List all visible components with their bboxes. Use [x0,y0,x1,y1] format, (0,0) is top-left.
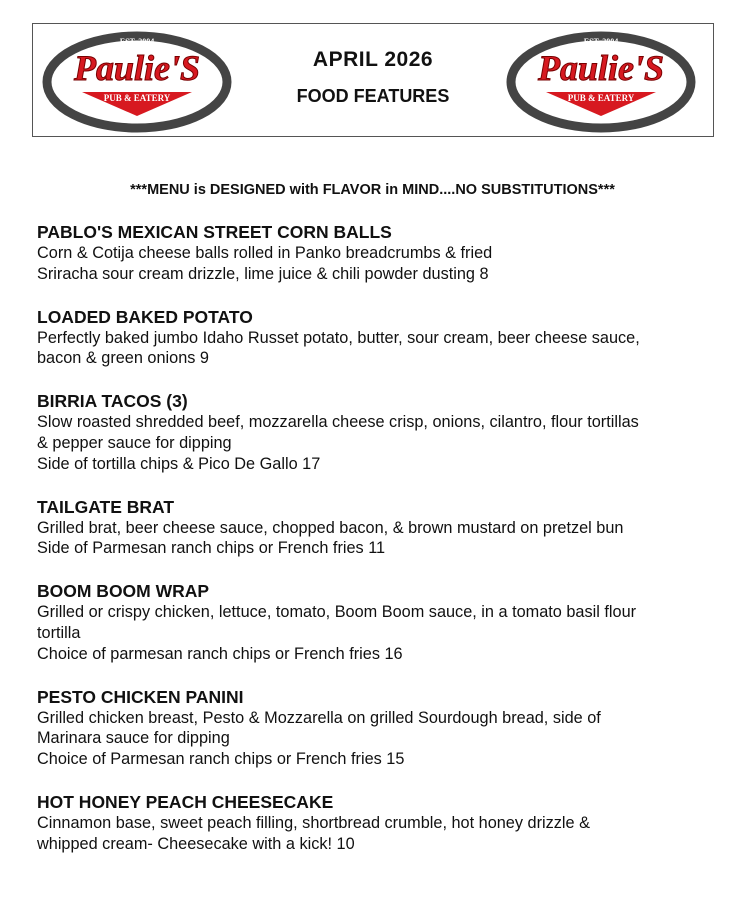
menu-item-description: Side of Parmesan ranch chips or French fries 11 [37,539,386,558]
menu-item-description: Grilled or crispy chicken, lettuce, tomato, Boom Boom sauce, in a tomato basil flour [37,603,637,622]
menu-item [37,391,737,474]
menu-item-description: Choice of Parmesan ranch chips or French fries 15 [37,750,405,769]
menu-item-description: Corn & Cotija cheese balls rolled in Panko breadcrumbs & fried [37,244,493,262]
menu-item-title: PESTO CHICKEN PANINI [37,686,244,707]
menu-item [37,307,737,370]
menu-item-description: Sriracha sour cream drizzle, lime juice & chili powder dusting 8 [37,264,489,283]
menu-item-title: TAILGATE BRAT [37,496,175,517]
menu-item-description: Side of tortilla chips & Pico De Gallo 17 [37,454,321,473]
menu-item-description: tortilla [37,623,81,642]
menu-item-description: Slow roasted shredded beef, mozzarella cheese crisp, onions, cilantro, flour tortillas [37,413,639,432]
menu-item-title: HOT HONEY PEACH CHEESECAKE [37,791,334,812]
no-substitutions-notice: ***MENU is DESIGNED with FLAVOR in MIND....NO SUBSTITUTIONS*** [130,182,615,198]
paulies-logo-right [506,30,696,134]
menu-item [37,687,737,770]
menu-item-title: LOADED BAKED POTATO [37,306,253,327]
svg-text:Paulie'S: Paulie'S [73,48,201,88]
svg-text:PUB & EATERY: PUB & EATERY [103,93,171,103]
menu-items [37,222,737,877]
svg-text:Paulie'S: Paulie'S [537,48,665,88]
paulies-logo-left [42,30,232,134]
svg-text:EST. 2004: EST. 2004 [119,37,155,46]
menu-item-description: Marinara sauce for dipping [37,729,230,748]
menu-item-description: Choice of parmesan ranch chips or French fries 16 [37,644,403,663]
menu-item-title: BOOM BOOM WRAP [37,581,210,602]
menu-item-description: & pepper sauce for dipping [37,433,232,452]
menu-item-description: Perfectly baked jumbo Idaho Russet potato, butter, sour cream, beer cheese sauce, [37,328,640,347]
menu-item [37,581,737,664]
menu-item-description: Grilled chicken breast, Pesto & Mozzarella on grilled Sourdough bread, side of [37,708,601,727]
menu-item-description: bacon & green onions 9 [37,349,209,368]
month-title: APRIL 2026 [312,48,434,71]
food-features-title: FOOD FEATURES [296,86,450,106]
svg-text:PUB & EATERY: PUB & EATERY [567,93,635,103]
menu-header [32,23,714,137]
menu-item [37,497,737,560]
menu-item-description: Cinnamon base, sweet peach filling, shortbread crumble, hot honey drizzle & [37,813,590,832]
menu-item-description: whipped cream- Cheesecake with a kick! 10 [37,834,355,853]
menu-item-title: PABLO'S MEXICAN STREET CORN BALLS [37,222,392,242]
menu-item-description: Grilled brat, beer cheese sauce, chopped bacon, & brown mustard on pretzel bun [37,518,624,537]
menu-item [37,792,737,855]
svg-text:EST. 2004: EST. 2004 [583,37,619,46]
menu-item-title: BIRRIA TACOS (3) [37,391,188,412]
menu-item [37,222,737,285]
